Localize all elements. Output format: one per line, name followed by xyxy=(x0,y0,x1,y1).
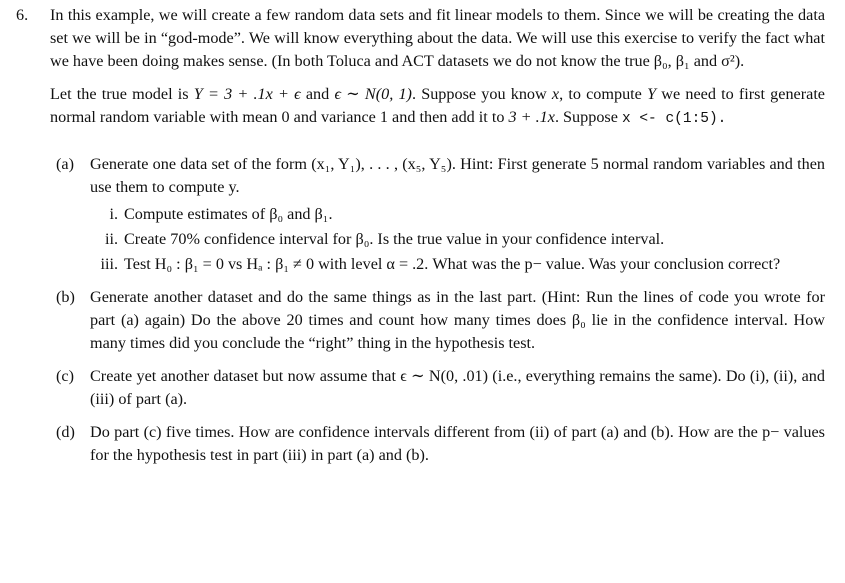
part-label: (b) xyxy=(56,288,75,306)
part-label: (d) xyxy=(56,423,75,441)
model-x: x xyxy=(551,85,560,103)
model-text-1: Let the true model is xyxy=(50,85,194,103)
model-equation: Y = 3 + .1x + ϵ xyxy=(193,85,301,103)
subpart-text: Compute estimates of β₀ and β₁. xyxy=(124,205,333,223)
problem-intro: In this example, we will create a few random data sets and fit linear models to them. Since we will be creating the data set we will be in “god-mode”. We will know everything about the data. We will use this exercise to verify the fact what we have been doing makes sense. (In both Toluca and ACT datasets we do not know the true β₀, β₁ and σ²). xyxy=(50,6,825,70)
part-b xyxy=(56,286,825,355)
part-a xyxy=(56,153,825,276)
problem-number: 6. xyxy=(16,6,29,24)
model-Y: Y xyxy=(647,85,657,103)
subpart-text: Create 70% confidence interval for β₀. Is the true value in your confidence interval. xyxy=(124,230,665,248)
part-text: Do part (c) five times. How are confidence intervals different from (ii) of part (a) and (b). How are the p− values for the hypothesis test in part (iii) in part (a) and (b). xyxy=(90,423,825,464)
subpart-text: Test H₀ : β₁ = 0 vs Hₐ : β₁ ≠ 0 with level α = .2. What was the p− value. Was your conclusion correct? xyxy=(124,255,781,273)
subpart-label: ii. xyxy=(104,230,118,248)
part-c xyxy=(56,365,825,411)
part-label: (c) xyxy=(56,367,74,385)
subpart-label: iii. xyxy=(100,255,118,273)
model-text-3: . Suppose you know xyxy=(411,85,552,103)
model-distribution: ϵ ∼ N(0, 1) xyxy=(334,85,412,103)
model-text-6: . Suppose xyxy=(554,108,622,126)
model-text-4: , to compute xyxy=(559,85,648,103)
subpart-ii xyxy=(104,228,825,251)
part-label: (a) xyxy=(56,155,74,173)
subpart-label: i. xyxy=(109,205,118,223)
part-text: Generate another dataset and do the same things as in the last part. (Hint: Run the lines of code you wrote for part (a) again) Do the above 20 times and count how many times does β₀ lie in the confidence interval. How many times did you conclude the “right” thing in the hypothesis test. xyxy=(90,288,825,352)
model-text-2: and xyxy=(300,85,335,103)
model-expression: 3 + .1x xyxy=(508,108,555,126)
subpart-iii xyxy=(100,253,825,276)
part-text: Create yet another dataset but now assume that ϵ ∼ N(0, .01) (i.e., everything remains the same). Do (i), (ii), and (iii) of part (a). xyxy=(90,367,825,408)
parts-list xyxy=(50,153,825,467)
subpart-i xyxy=(109,203,825,226)
code-snippet: x <- c(1:5). xyxy=(621,111,727,127)
problem-6 xyxy=(16,4,825,467)
part-d xyxy=(56,421,825,467)
part-text: Generate one data set of the form (x₁, Y₁), . . . , (x₅, Y₅). Hint: First generate 5 normal random variables and then use them to compute y. xyxy=(90,155,825,196)
subparts-list xyxy=(90,203,825,276)
model-paragraph xyxy=(50,83,825,131)
model-text-5: we need to first generate normal random variable with mean 0 and variance 1 and then add it to xyxy=(50,85,825,126)
